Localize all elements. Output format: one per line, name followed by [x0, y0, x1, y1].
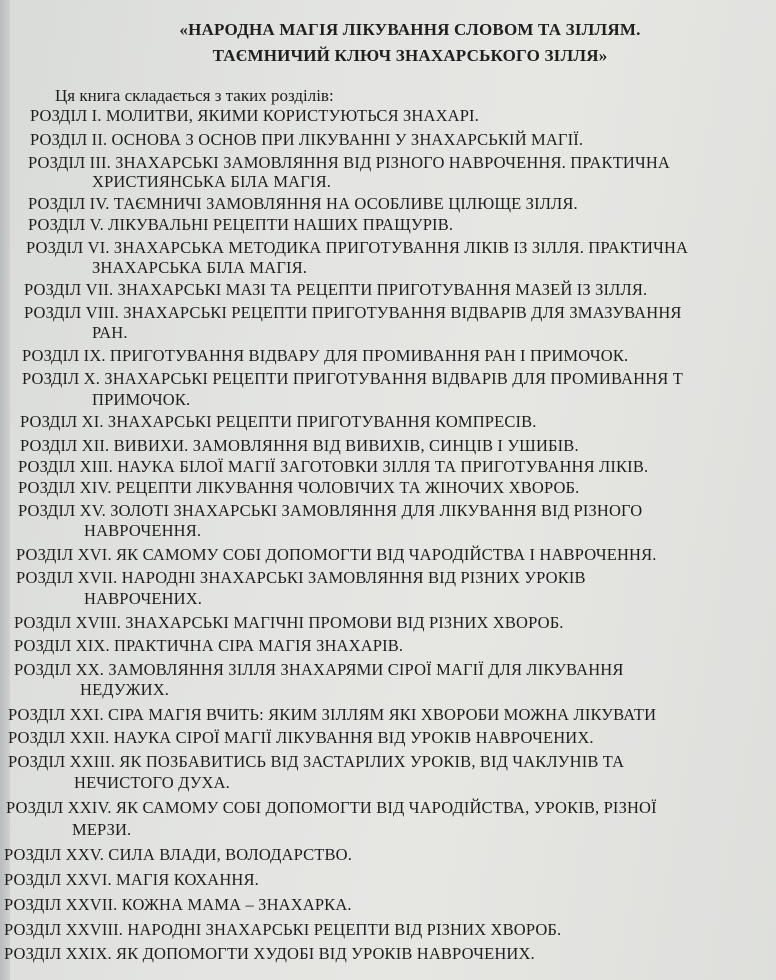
section-27: РОЗДІЛ XXVII. КОЖНА МАМА – ЗНАХАРКА.: [4, 895, 352, 914]
section-7: РОЗДІЛ VII. ЗНАХАРСЬКІ МАЗІ ТА РЕЦЕПТИ ПРИГОТУВАННЯ МАЗЕЙ ІЗ ЗІЛЛЯ.: [24, 280, 648, 299]
section-8-continued: РАН.: [92, 323, 128, 342]
section-14: РОЗДІЛ XIV. РЕЦЕПТИ ЛІКУВАННЯ ЧОЛОВІЧИХ ТА ЖІНОЧИХ ХВОРОБ.: [18, 478, 580, 497]
section-26: РОЗДІЛ XXVI. МАГІЯ КОХАННЯ.: [4, 870, 259, 889]
section-20: РОЗДІЛ XX. ЗАМОВЛЯННЯ ЗІЛЛЯ ЗНАХАРЯМИ СІРОЇ МАГІЇ ДЛЯ ЛІКУВАННЯ: [14, 660, 624, 679]
section-6-continued: ЗНАХАРСЬКА БІЛА МАГІЯ.: [92, 258, 308, 277]
section-3-continued: ХРИСТИЯНСЬКА БІЛА МАГІЯ.: [92, 172, 332, 191]
section-16: РОЗДІЛ XVI. ЯК САМОМУ СОБІ ДОПОМОГТИ ВІД ЧАРОДІЙСТВА І НАВРОЧЕННЯ.: [16, 545, 657, 564]
section-13: РОЗДІЛ XIII. НАУКА БІЛОЇ МАГІЇ ЗАГОТОВКИ ЗІЛЛЯ ТА ПРИГОТУВАННЯ ЛІКІВ.: [18, 457, 649, 476]
section-28: РОЗДІЛ XXVIII. НАРОДНІ ЗНАХАРСЬКІ РЕЦЕПТИ ВІД РІЗНИХ ХВОРОБ.: [4, 920, 562, 939]
section-15: РОЗДІЛ XV. ЗОЛОТІ ЗНАХАРСЬКІ ЗАМОВЛЯННЯ ДЛЯ ЛІКУВАННЯ ВІД РІЗНОГО: [18, 501, 643, 520]
section-21: РОЗДІЛ XXI. СІРА МАГІЯ ВЧИТЬ: ЯКИМ ЗІЛЛЯМ ЯКІ ХВОРОБИ МОЖНА ЛІКУВАТИ: [8, 705, 657, 724]
section-10-continued: ПРИМОЧОК.: [92, 390, 191, 409]
section-25: РОЗДІЛ XXV. СИЛА ВЛАДИ, ВОЛОДАРСТВО.: [4, 845, 353, 864]
section-22: РОЗДІЛ XXII. НАУКА СІРОЇ МАГІЇ ЛІКУВАННЯ ВІД УРОКІВ НАВРОЧЕНИХ.: [8, 728, 594, 747]
section-23: РОЗДІЛ XXIII. ЯК ПОЗБАВИТИСЬ ВІД ЗАСТАРІЛИХ УРОКІВ, ВІД ЧАКЛУНІВ ТА: [8, 752, 625, 771]
section-2: РОЗДІЛ ІІ. ОСНОВА З ОСНОВ ПРИ ЛІКУВАННІ У ЗНАХАРСЬКІЙ МАГІЇ.: [30, 130, 584, 149]
section-15-continued: НАВРОЧЕННЯ.: [84, 521, 202, 540]
section-3: РОЗДІЛ ІІІ. ЗНАХАРСЬКІ ЗАМОВЛЯННЯ ВІД РІЗНОГО НАВРОЧЕННЯ. ПРАКТИЧНА: [28, 153, 670, 172]
section-20-continued: НЕДУЖИХ.: [80, 680, 170, 699]
section-4: РОЗДІЛ IV. ТАЄМНИЧІ ЗАМОВЛЯННЯ НА ОСОБЛИВЕ ЦІЛЮЩЕ ЗІЛЛЯ.: [28, 194, 578, 213]
section-8: РОЗДІЛ VIII. ЗНАХАРСЬКІ РЕЦЕПТИ ПРИГОТУВАННЯ ВІДВАРІВ ДЛЯ ЗМАЗУВАННЯ: [24, 303, 682, 322]
section-17: РОЗДІЛ XVII. НАРОДНІ ЗНАХАРСЬКІ ЗАМОВЛЯННЯ ВІД РІЗНИХ УРОКІВ: [16, 568, 586, 587]
section-19: РОЗДІЛ XIX. ПРАКТИЧНА СІРА МАГІЯ ЗНАХАРІВ.: [14, 636, 404, 655]
section-23-continued: НЕЧИСТОГО ДУХА.: [74, 773, 230, 792]
section-5: РОЗДІЛ V. ЛІКУВАЛЬНІ РЕЦЕПТИ НАШИХ ПРАЩУРІВ.: [28, 215, 454, 234]
section-12: РОЗДІЛ XII. ВИВИХИ. ЗАМОВЛЯННЯ ВІД ВИВИХІВ, СИНЦІВ І УШИБІВ.: [20, 436, 579, 455]
section-17-continued: НАВРОЧЕНИХ.: [84, 589, 203, 608]
section-24-continued: МЕРЗИ.: [72, 820, 132, 839]
section-9: РОЗДІЛ IX. ПРИГОТУВАННЯ ВІДВАРУ ДЛЯ ПРОМИВАННЯ РАН І ПРИМОЧОК.: [22, 346, 629, 365]
section-11: РОЗДІЛ XI. ЗНАХАРСЬКІ РЕЦЕПТИ ПРИГОТУВАННЯ КОМПРЕСІВ.: [20, 412, 537, 431]
section-10: РОЗДІЛ X. ЗНАХАРСЬКІ РЕЦЕПТИ ПРИГОТУВАННЯ ВІДВАРІВ ДЛЯ ПРОМИВАННЯ Т: [22, 369, 683, 388]
section-24: РОЗДІЛ XXIV. ЯК САМОМУ СОБІ ДОПОМОГТИ ВІД ЧАРОДІЙСТВА, УРОКІВ, РІЗНОЇ: [6, 798, 657, 817]
intro-text: Ця книга складається з таких розділів:: [55, 86, 334, 105]
section-1: РОЗДІЛ І. МОЛИТВИ, ЯКИМИ КОРИСТУЮТЬСЯ ЗНАХАРІ.: [30, 106, 479, 125]
section-18: РОЗДІЛ XVIII. ЗНАХАРСЬКІ МАГІЧНІ ПРОМОВИ ВІД РІЗНИХ ХВОРОБ.: [14, 613, 564, 632]
title-line-1: «НАРОДНА МАГІЯ ЛІКУВАННЯ СЛОВОМ ТА ЗІЛЛЯМ.: [179, 20, 641, 39]
section-6: РОЗДІЛ VI. ЗНАХАРСЬКА МЕТОДИКА ПРИГОТУВАННЯ ЛІКІВ ІЗ ЗІЛЛЯ. ПРАКТИЧНА: [26, 238, 689, 257]
title-line-2: ТАЄМНИЧИЙ КЛЮЧ ЗНАХАРСЬКОГО ЗІЛЛЯ»: [212, 46, 608, 65]
section-29: РОЗДІЛ XXIX. ЯК ДОПОМОГТИ ХУДОБІ ВІД УРОКІВ НАВРОЧЕНИХ.: [4, 944, 535, 963]
